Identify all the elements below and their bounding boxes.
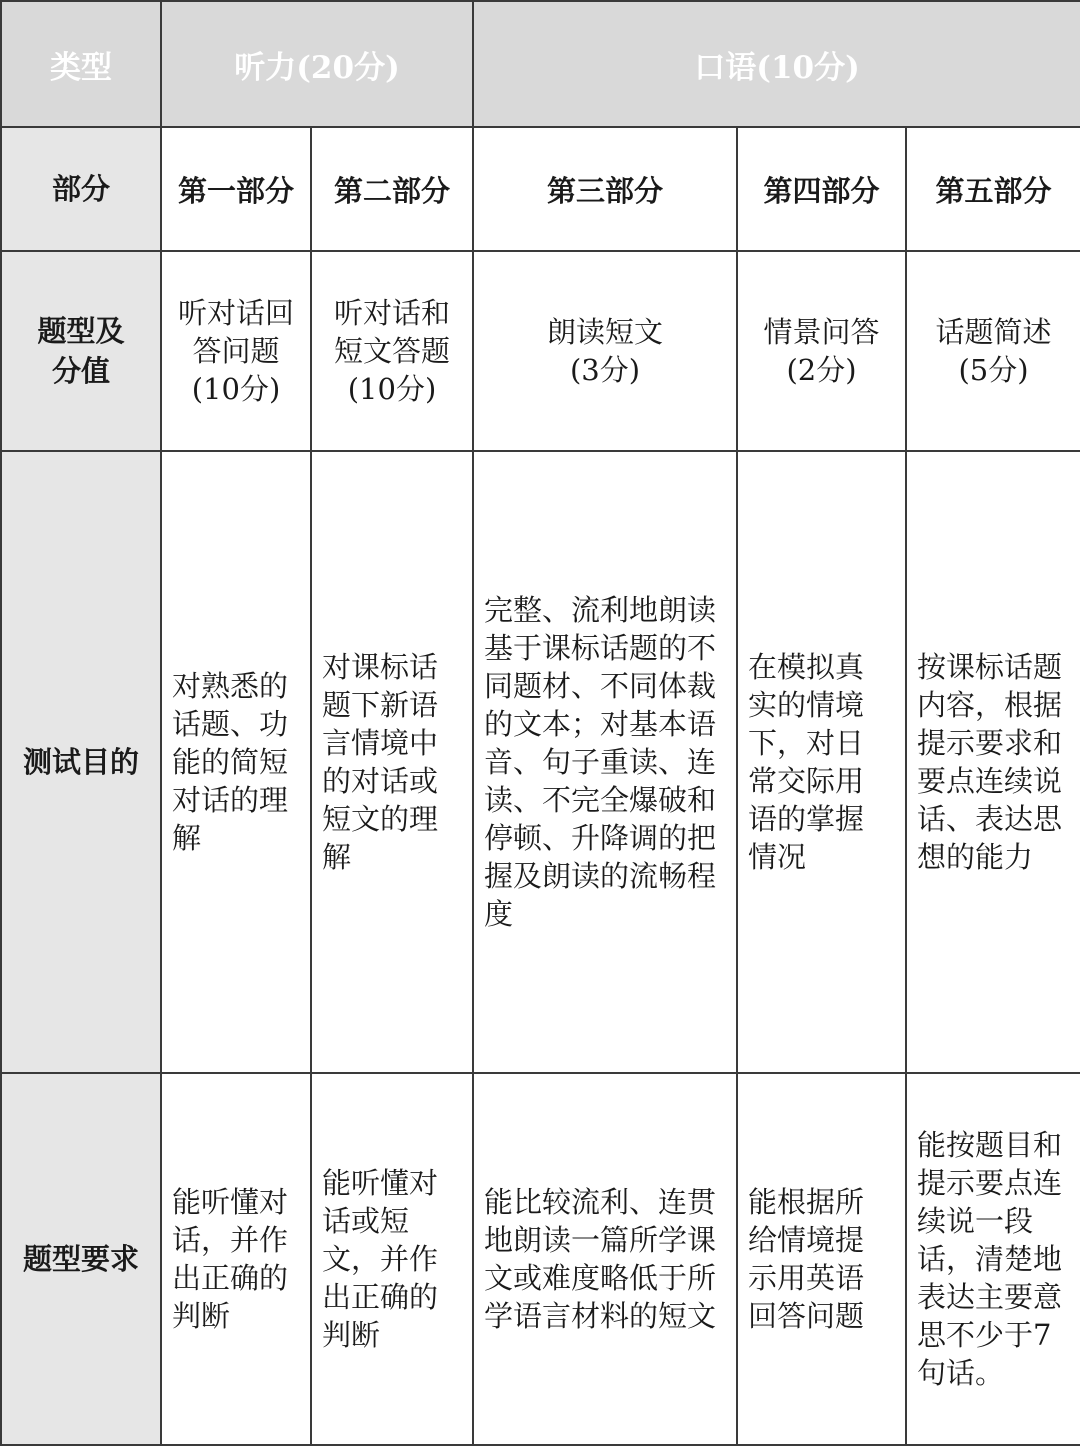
parts-row	[1, 127, 1080, 251]
listening-header: 听力(20分)	[161, 1, 473, 127]
test-purpose-label: 测试目的	[1, 451, 161, 1073]
question-type-3: 朗读短文 (3分)	[473, 251, 737, 451]
question-type-label: 题型及 分值	[1, 251, 161, 451]
part-4: 第四部分	[737, 127, 906, 251]
requirements-label: 题型要求	[1, 1073, 161, 1445]
test-purpose-3: 完整、流利地朗读 基于课标话题的不 同题材、不同体裁 的文本；对基本语 音、句子重读、连 读、不完全爆破和 停顿、升降调的把 握及朗读的流畅程 度	[473, 451, 737, 1073]
requirement-4: 能根据所 给情境提 示用英语 回答问题	[737, 1073, 906, 1445]
header-row	[1, 1, 1080, 127]
requirement-3: 能比较流利、连贯 地朗读一篇所学课 文或难度略低于所 学语言材料的短文	[473, 1073, 737, 1445]
question-type-row	[1, 251, 1080, 451]
part-2: 第二部分	[311, 127, 473, 251]
parts-label: 部分	[1, 127, 161, 251]
test-purpose-4: 在模拟真 实的情境 下，对日 常交际用 语的掌握 情况	[737, 451, 906, 1073]
requirement-5: 能按题目和 提示要点连 续说一段 话，清楚地 表达主要意 思不少于7 句话。	[906, 1073, 1080, 1445]
test-purpose-row	[1, 451, 1080, 1073]
question-type-5: 话题简述 (5分)	[906, 251, 1080, 451]
part-3: 第三部分	[473, 127, 737, 251]
question-type-2: 听对话和 短文答题 (10分)	[311, 251, 473, 451]
test-purpose-1: 对熟悉的 话题、功 能的简短 对话的理 解	[161, 451, 311, 1073]
requirements-row	[1, 1073, 1080, 1445]
requirement-1: 能听懂对 话，并作 出正确的 判断	[161, 1073, 311, 1445]
question-type-1: 听对话回 答问题 (10分)	[161, 251, 311, 451]
speaking-header: 口语(10分)	[473, 1, 1080, 127]
test-purpose-5: 按课标话题 内容，根据 提示要求和 要点连续说 话、表达思 想的能力	[906, 451, 1080, 1073]
requirement-2: 能听懂对 话或短 文，并作 出正确的 判断	[311, 1073, 473, 1445]
test-purpose-2: 对课标话 题下新语 言情境中 的对话或 短文的理 解	[311, 451, 473, 1073]
part-5: 第五部分	[906, 127, 1080, 251]
part-1: 第一部分	[161, 127, 311, 251]
question-type-4: 情景问答 (2分)	[737, 251, 906, 451]
type-header: 类型	[1, 1, 161, 127]
